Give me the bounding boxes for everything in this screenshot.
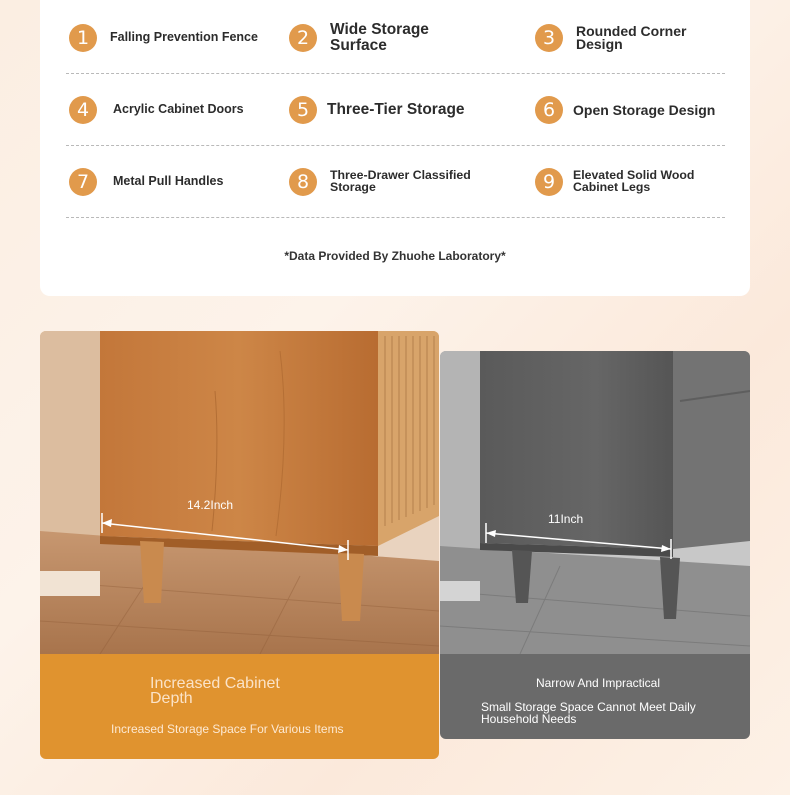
feature-number-badge: 1 xyxy=(69,24,97,52)
feature-number-badge: 4 xyxy=(69,96,97,124)
feature-item xyxy=(289,74,534,146)
feature-number-badge: 3 xyxy=(535,24,563,52)
feature-number-badge: 2 xyxy=(289,24,317,52)
feature-label: Wide Storage Surface xyxy=(330,20,429,54)
feature-number-badge: 8 xyxy=(289,168,317,196)
depth-measurement: 14.2Inch xyxy=(187,498,234,512)
comparison-panel-narrow xyxy=(440,351,750,739)
feature-row xyxy=(66,2,725,74)
feature-number-badge: 5 xyxy=(289,96,317,124)
feature-row xyxy=(66,146,725,218)
feature-item xyxy=(69,146,289,218)
deep-cabinet-subtitle: Increased Storage Space For Various Items xyxy=(111,722,344,736)
deep-cabinet-title: Increased Cabinet Depth xyxy=(150,675,280,707)
narrow-cabinet-title: Narrow And Impractical xyxy=(535,676,661,690)
feature-label: Metal Pull Handles xyxy=(113,174,224,189)
narrow-cabinet-subtitle: Small Storage Space Cannot Meet Daily Household Needs xyxy=(481,700,696,726)
comparison-panel-deep xyxy=(40,331,439,759)
deep-cabinet-photo xyxy=(40,331,439,654)
feature-item xyxy=(69,2,289,74)
feature-number-badge: 7 xyxy=(69,168,97,196)
depth-measurement: 11Inch xyxy=(548,512,584,526)
feature-label: Rounded Corner Design xyxy=(576,23,687,52)
features-card xyxy=(40,0,750,296)
feature-item xyxy=(535,146,735,218)
feature-item xyxy=(69,74,289,146)
feature-item xyxy=(535,2,735,74)
feature-item xyxy=(289,146,534,218)
narrow-cabinet-photo xyxy=(440,351,750,654)
feature-row xyxy=(66,74,725,146)
feature-item xyxy=(289,2,534,74)
feature-label: Falling Prevention Fence xyxy=(110,30,258,45)
feature-number-badge: 6 xyxy=(535,96,563,124)
feature-label: Three-Tier Storage xyxy=(327,100,465,118)
feature-label: Three-Drawer Classified Storage xyxy=(330,168,471,194)
data-source-note: *Data Provided By Zhuohe Laboratory* xyxy=(284,249,506,263)
feature-label: Acrylic Cabinet Doors xyxy=(113,102,244,117)
feature-number-badge: 9 xyxy=(535,168,563,196)
feature-label: Elevated Solid Wood Cabinet Legs xyxy=(573,168,695,194)
feature-item xyxy=(535,74,735,146)
feature-label: Open Storage Design xyxy=(573,101,716,118)
